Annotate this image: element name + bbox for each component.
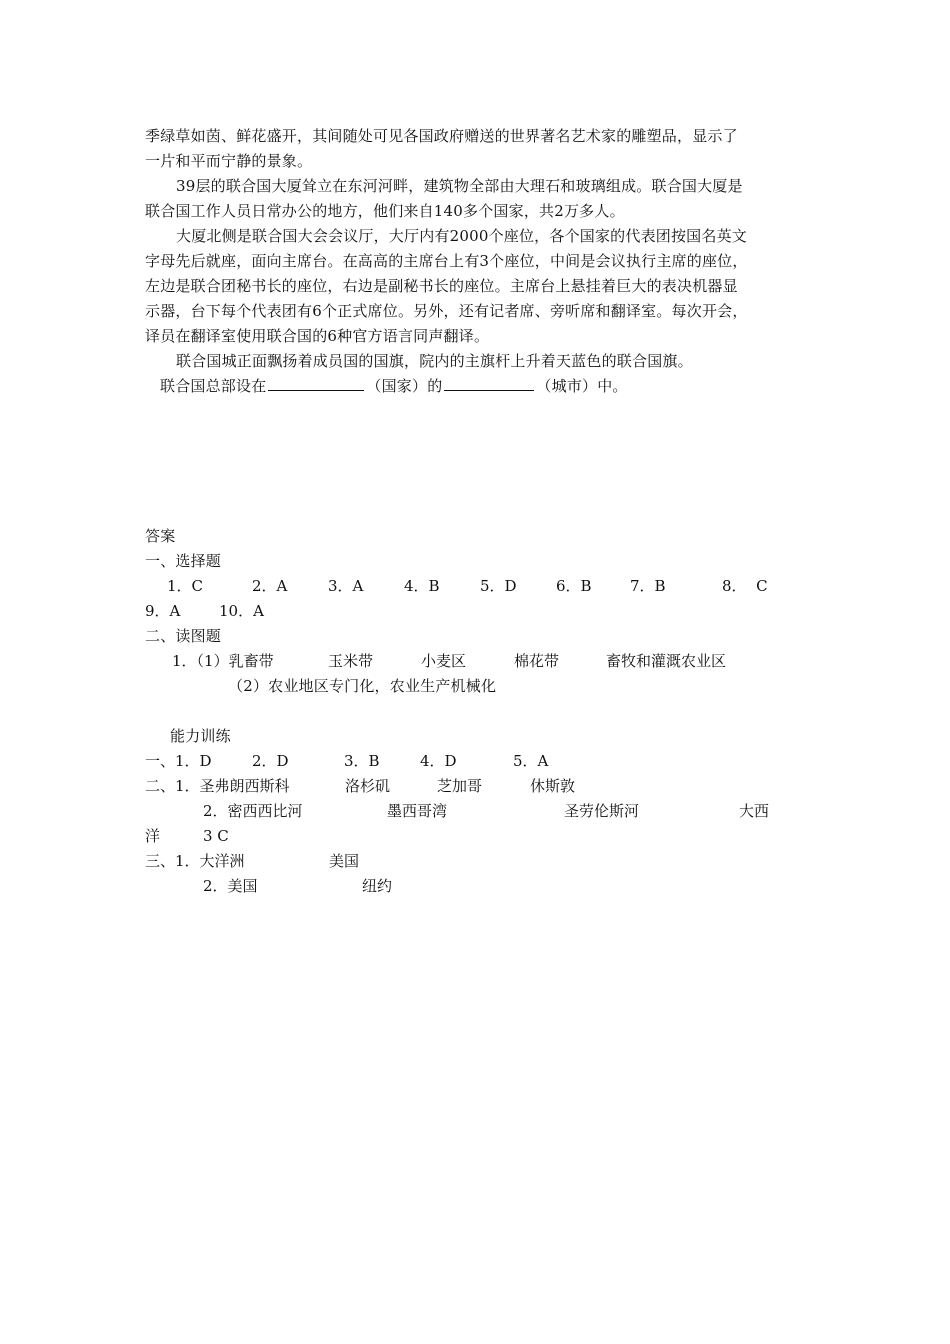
ability-6-2: 纽约 <box>362 877 393 895</box>
ability-1-2: 2．D <box>252 752 289 770</box>
city-blank[interactable] <box>444 374 534 391</box>
map-answer-2: 玉米带 <box>328 652 374 670</box>
ability-3-3: 圣劳伦斯河 <box>564 802 640 820</box>
answers-heading: 答案 <box>145 527 176 545</box>
ability-1-3: 3．B <box>344 752 380 770</box>
passage-line-1: 季绿草如茵、鲜花盛开，其间随处可见各国政府赠送的世界著名艺术家的雕塑品，显示了 <box>145 127 738 145</box>
answer-8: 8． C <box>722 577 768 595</box>
map-answer-5: 畜牧和灌溉农业区 <box>606 652 727 670</box>
ability-3-1: 2．密西西比河 <box>203 802 303 820</box>
map-answer-4: 棉花带 <box>514 652 560 670</box>
question-prefix: 联合国总部设在 <box>160 377 267 395</box>
ability-1-1: 一、1．D <box>145 752 212 770</box>
answer-7: 7．B <box>630 577 666 595</box>
country-blank[interactable] <box>268 374 364 391</box>
ability-2-3: 芝加哥 <box>437 777 483 795</box>
ability-1-4: 4．D <box>420 752 457 770</box>
answer-1: 1．C <box>167 577 204 595</box>
answer-6: 6．B <box>556 577 592 595</box>
section2-title: 二、读图题 <box>145 627 222 645</box>
passage-line-10: 联合国城正面飘扬着成员国的国旗，院内的主旗杆上升着天蓝色的联合国旗。 <box>176 352 693 370</box>
ability-3-4: 大西 <box>739 802 770 820</box>
ability-5-2: 美国 <box>329 852 360 870</box>
map-answer-3: 小麦区 <box>421 652 467 670</box>
section2-row2: （2）农业地区专门化，农业生产机械化 <box>228 677 497 695</box>
ability-1-5: 5．A <box>513 752 549 770</box>
passage-line-4: 联合国工作人员日常办公的地方，他们来自140多个国家，共2万多人。 <box>145 202 625 220</box>
passage-line-5: 大厦北侧是联合国大会会议厅，大厅内有2000个座位，各个国家的代表团按国名英文 <box>176 227 747 245</box>
fill-in-question <box>160 374 628 398</box>
passage-line-9: 译员在翻译室使用联合国的6种官方语言同声翻译。 <box>145 327 490 345</box>
ability-5-1: 三、1．大洋洲 <box>145 852 245 870</box>
passage-line-2: 一片和平而宁静的景象。 <box>145 152 313 170</box>
ability-2-4: 休斯敦 <box>530 777 576 795</box>
answer-3: 3．A <box>328 577 364 595</box>
passage-line-8: 示器，台下每个代表团有6个正式席位。另外，还有记者席、旁听席和翻译室。每次开会， <box>145 302 748 320</box>
answer-5: 5．D <box>480 577 517 595</box>
section1-title: 一、选择题 <box>145 552 222 570</box>
map-answer-1: 1．（1）乳畜带 <box>172 652 274 670</box>
ability-6-1: 2．美国 <box>203 877 258 895</box>
ability-4-2: 3 C <box>203 827 229 845</box>
ability-4-1: 洋 <box>145 827 161 845</box>
passage-line-3: 39层的联合国大厦耸立在东河河畔，建筑物全部由大理石和玻璃组成。联合国大厦是 <box>176 177 743 195</box>
question-mid: （国家）的 <box>366 377 443 395</box>
question-suffix: （城市）中。 <box>536 377 628 395</box>
passage-line-6: 字母先后就座，面向主席台。在高高的主席台上有3个座位，中间是会议执行主席的座位， <box>145 252 748 270</box>
answer-2: 2．A <box>252 577 288 595</box>
answer-10: 10．A <box>219 602 264 620</box>
ability-heading: 能力训练 <box>170 727 231 745</box>
answer-4: 4．B <box>404 577 440 595</box>
passage-line-7: 左边是联合团秘书长的座位，右边是副秘书长的座位。主席台上悬挂着巨大的表决机器显 <box>145 277 738 295</box>
ability-2-2: 洛杉矶 <box>345 777 391 795</box>
answer-9: 9．A <box>145 602 181 620</box>
ability-2-1: 二、1．圣弗朗西斯科 <box>145 777 290 795</box>
ability-3-2: 墨西哥湾 <box>387 802 448 820</box>
